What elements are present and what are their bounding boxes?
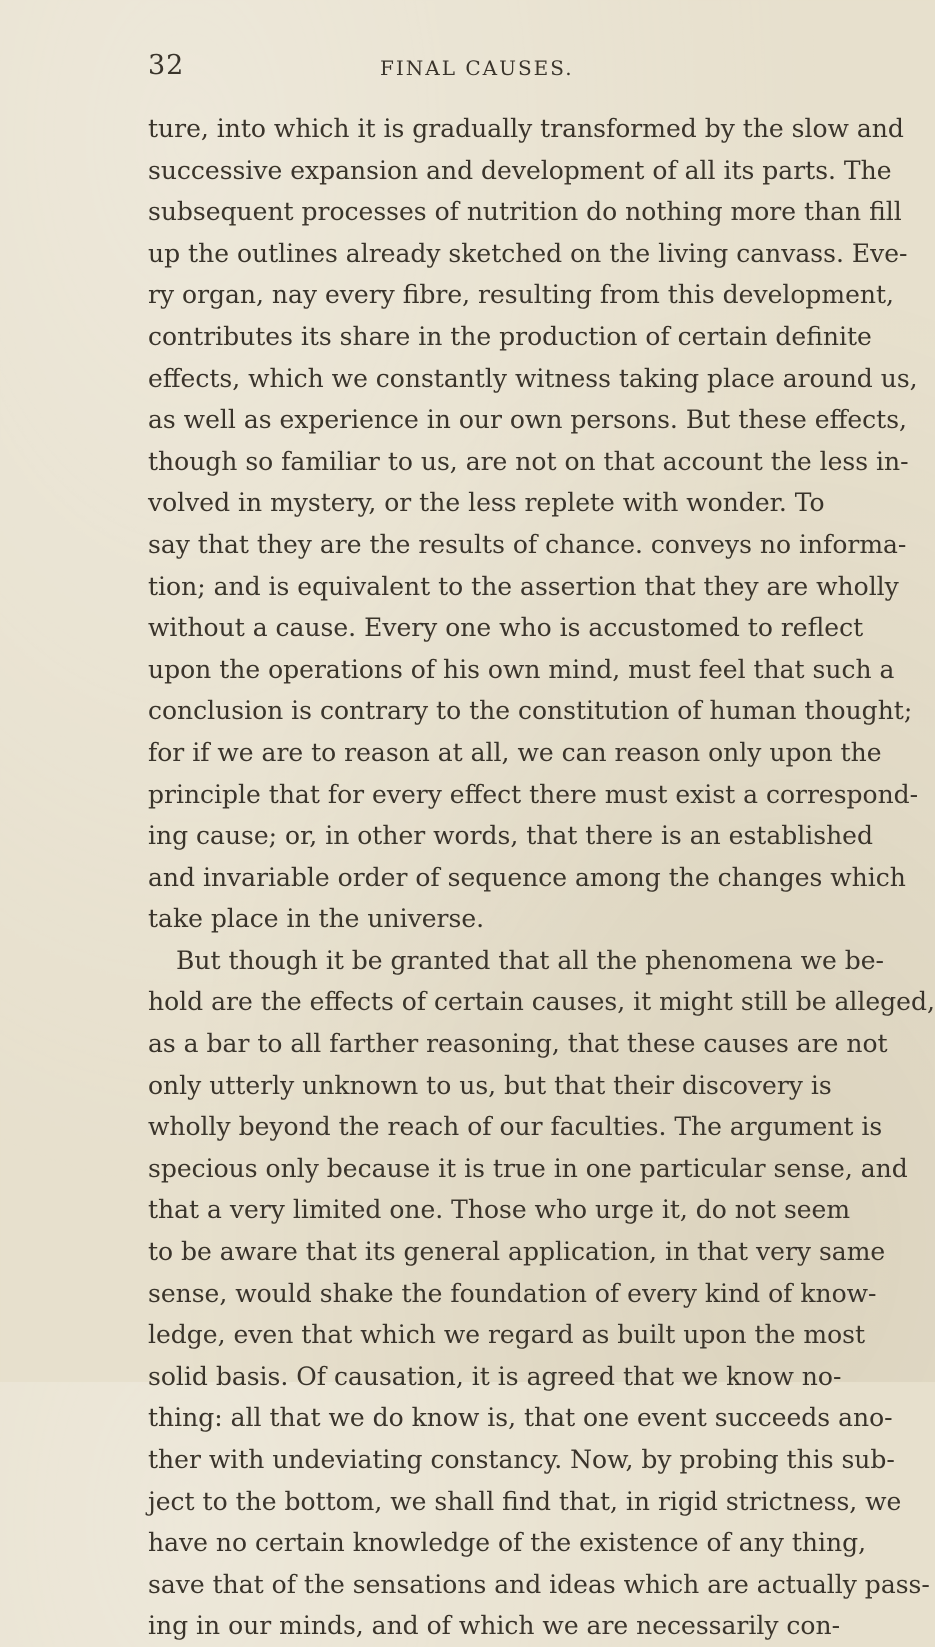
text-line: wholly beyond the reach of our faculties. The argument is [148, 1112, 883, 1142]
text-line: contributes its share in the production of certain definite [148, 321, 872, 351]
text-line: sense, would shake the foundation of every kind of know- [148, 1278, 877, 1308]
body-text [148, 108, 935, 1647]
text-line: ing in our minds, and of which we are necessarily con- [148, 1611, 841, 1641]
text-line: volved in mystery, or the less replete with wonder. To [148, 488, 825, 518]
running-title: FINAL CAUSES. [380, 56, 574, 80]
text-line: as a bar to all farther reasoning, that these causes are not [148, 1029, 888, 1059]
text-line: have no certain knowledge of the existence of any thing, [148, 1528, 867, 1558]
text-line: though so familiar to us, are not on that account the less in- [148, 446, 909, 476]
text-line: upon the operations of his own mind, must feel that such a [148, 654, 895, 684]
text-line: and invariable order of sequence among the changes which [148, 862, 906, 892]
paragraph-start-line: But though it be granted that all the phenomena we be- [176, 945, 884, 975]
text-line: ture, into which it is gradually transformed by the slow and [148, 114, 904, 143]
text-line: principle that for every effect there must exist a correspond- [148, 779, 919, 809]
text-line: effects, which we constantly witness taking place around us, [148, 363, 918, 393]
text-line: that a very limited one. Those who urge it, do not seem [148, 1195, 851, 1225]
text-line: ledge, even that which we regard as built upon the most [148, 1320, 866, 1350]
text-line: ing cause; or, in other words, that there is an established [148, 821, 873, 851]
text-line: only utterly unknown to us, but that their discovery is [148, 1070, 832, 1100]
text-line: to be aware that its general application, in that very same [148, 1237, 886, 1267]
text-line: say that they are the results of chance. conveys no informa- [148, 529, 907, 559]
running-head [0, 50, 800, 90]
text-line: hold are the effects of certain causes, it might still be alleged, [148, 987, 935, 1017]
paragraph-end-line: take place in the universe. [148, 904, 485, 934]
text-line: successive expansion and development of all its parts. The [148, 155, 892, 185]
page-number: 32 [148, 50, 185, 81]
text-line: as well as experience in our own persons. But these effects, [148, 405, 907, 435]
text-line: up the outlines already sketched on the living canvass. Eve- [148, 238, 908, 268]
text-line: subsequent processes of nutrition do nothing more than fill [148, 197, 902, 227]
text-line: without a cause. Every one who is accustomed to reflect [148, 613, 864, 643]
text-line: specious only because it is true in one particular sense, and [148, 1153, 908, 1183]
text-line: save that of the sensations and ideas which are actually pass- [148, 1569, 930, 1599]
text-line: conclusion is contrary to the constitution of human thought; [148, 696, 913, 726]
text-line: ther with undeviating constancy. Now, by probing this sub- [148, 1445, 895, 1474]
text-line: tion; and is equivalent to the assertion that they are wholly [148, 571, 899, 601]
text-line: thing: all that we do know is, that one event succeeds ano- [148, 1403, 893, 1433]
text-line: ry organ, nay every fibre, resulting from this development, [148, 280, 895, 310]
text-line: for if we are to reason at all, we can reason only upon the [148, 737, 882, 767]
text-line: solid basis. Of causation, it is agreed that we know no- [148, 1361, 842, 1391]
text-line: ject to the bottom, we shall find that, in rigid strictness, we [148, 1486, 902, 1516]
